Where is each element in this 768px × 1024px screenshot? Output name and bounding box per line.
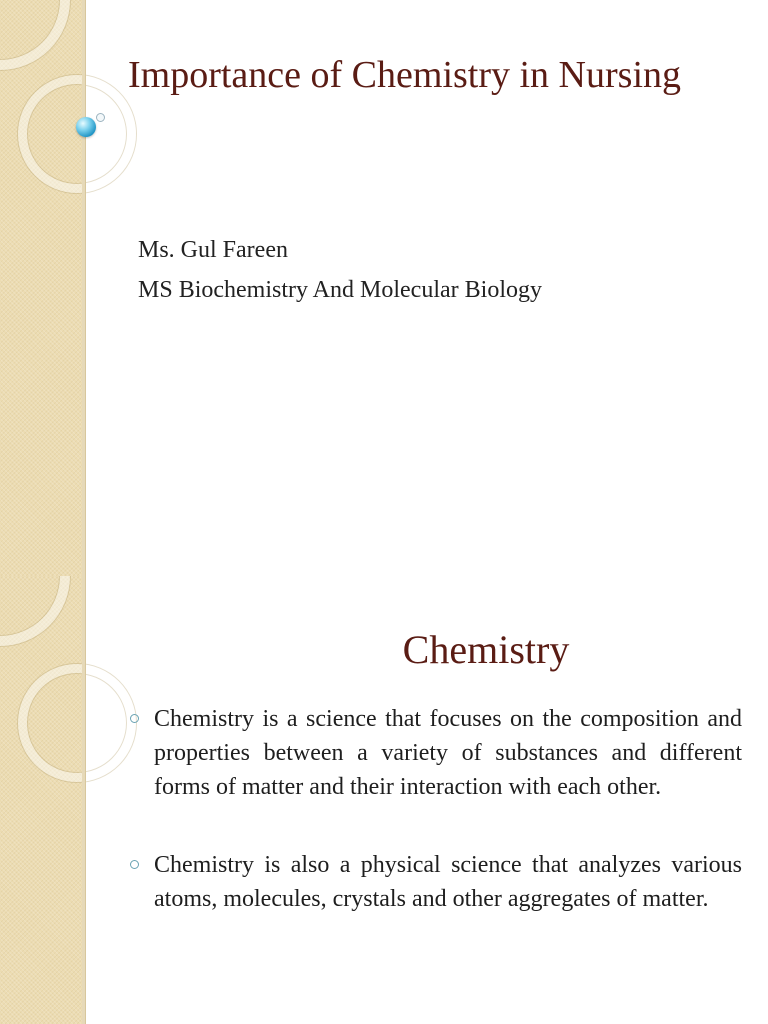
side-band-divider (82, 0, 86, 576)
presenter-name: Ms. Gul Fareen (138, 237, 288, 263)
decorative-side-band (0, 0, 82, 576)
bullet-text: Chemistry is a science that focuses on the composition and properties between a variety of substances and different forms of matter and their interaction with each other. (154, 706, 742, 800)
decorative-ring-icon (0, 576, 70, 646)
presenter-degree: MS Biochemistry And Molecular Biology (138, 277, 542, 303)
slide-chemistry (0, 576, 768, 1024)
blue-bead-icon (76, 117, 96, 137)
bullet-list (128, 702, 742, 960)
hollow-circle-icon (130, 714, 139, 723)
small-bead-icon (96, 113, 105, 122)
list-item (128, 848, 742, 916)
decorative-ring-icon (18, 75, 136, 193)
list-item (128, 702, 742, 804)
slide-heading: Chemistry (402, 627, 570, 672)
bullet-text: Chemistry is also a physical science that analyzes various atoms, molecules, crystals and other aggregates of matter. (154, 852, 742, 912)
decorative-side-band (0, 576, 82, 1024)
side-band-divider (82, 576, 86, 1024)
decorative-ring-icon (18, 664, 136, 782)
slide-title-text: Importance of Chemistry in Nursing (128, 54, 682, 96)
decorative-ring-icon (0, 0, 70, 70)
hollow-circle-icon (130, 860, 139, 869)
